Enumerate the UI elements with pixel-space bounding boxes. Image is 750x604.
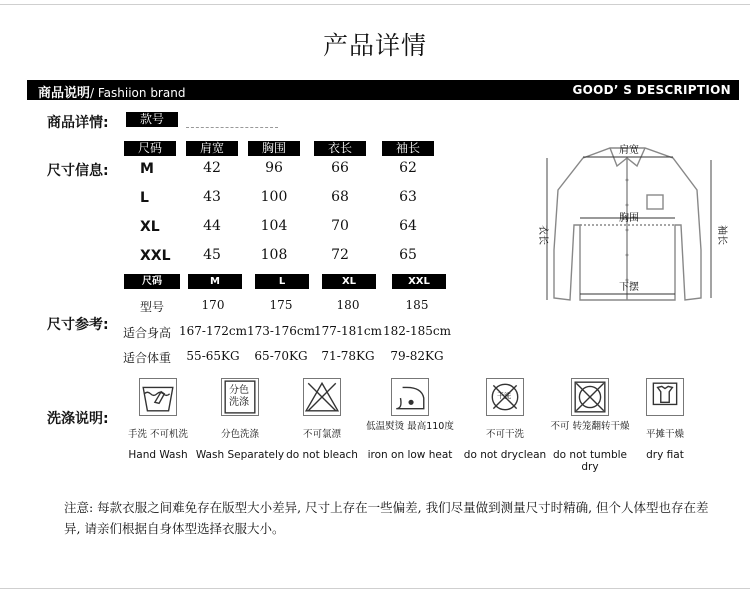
size-info-header-0: 尺码 bbox=[124, 141, 176, 156]
size-ref-label: 尺寸参考: bbox=[47, 317, 109, 333]
size-row-value: 64 bbox=[399, 218, 417, 234]
wash-cn-label: 平摊干燥 bbox=[645, 429, 684, 440]
size-ref-value: 170 bbox=[201, 298, 225, 312]
style-no-value-line bbox=[186, 127, 278, 128]
size-info-label: 尺寸信息: bbox=[47, 163, 109, 179]
banner-title-en: / Fashiion brand bbox=[90, 86, 186, 100]
wash-separately-icon bbox=[221, 378, 259, 416]
size-row-value: 108 bbox=[260, 247, 288, 263]
wash-en-label: dry fiat bbox=[646, 449, 684, 461]
size-ref-value: 55-65KG bbox=[186, 349, 240, 363]
size-row-value: 63 bbox=[399, 189, 417, 205]
diagram-length-label: 衣长 bbox=[537, 225, 548, 245]
wash-en-label: iron on low heat bbox=[367, 449, 453, 461]
size-row-value: 70 bbox=[331, 218, 349, 234]
size-ref-row-label: 型号 bbox=[140, 300, 165, 314]
size-row-value: 45 bbox=[203, 247, 221, 263]
wash-en-label: do not tumble dry bbox=[552, 449, 627, 473]
size-row-value: 62 bbox=[399, 160, 417, 176]
wash-en-label: Hand Wash bbox=[128, 449, 188, 461]
size-row-label: XXL bbox=[140, 248, 171, 264]
size-ref-value: 167-172cm bbox=[179, 324, 247, 338]
size-ref-value: 180 bbox=[336, 298, 360, 312]
size-row-label: L bbox=[140, 190, 149, 206]
size-ref-header-4: XXL bbox=[392, 274, 446, 289]
size-row-label: M bbox=[140, 161, 154, 177]
size-row-value: 104 bbox=[260, 218, 288, 234]
size-row-value: 100 bbox=[260, 189, 288, 205]
size-ref-value: 173-176cm bbox=[247, 324, 315, 338]
size-row-value: 44 bbox=[203, 218, 221, 234]
size-row-value: 43 bbox=[203, 189, 221, 205]
top-divider bbox=[0, 4, 750, 5]
size-ref-header-1: M bbox=[188, 274, 242, 289]
iron-low-heat-icon bbox=[391, 378, 429, 416]
size-ref-value: 182-185cm bbox=[383, 324, 451, 338]
size-row-value: 72 bbox=[331, 247, 349, 263]
wash-cn-label: 手洗 不可机洗 bbox=[127, 429, 189, 440]
size-row-value: 68 bbox=[331, 189, 349, 205]
wash-en-label: do not bleach bbox=[286, 449, 358, 461]
style-no-label: 款号 bbox=[126, 112, 178, 127]
size-info-header-1: 肩宽 bbox=[186, 141, 238, 156]
size-row-value: 42 bbox=[203, 160, 221, 176]
size-note: 注意: 每款衣服之间难免存在版型大小差异, 尺寸上存在一些偏差, 我们尽量做到测量尺寸时精确, 但个人体型也存在差异, 请亲们根据自身体型选择衣服大小。 bbox=[64, 500, 709, 536]
banner-description: GOOD’ S DESCRIPTION bbox=[572, 83, 731, 97]
page-title: 产品详情 bbox=[322, 31, 427, 60]
size-info-header-2: 胸围 bbox=[248, 141, 300, 156]
size-ref-value: 71-78KG bbox=[321, 349, 375, 363]
bottom-divider bbox=[0, 588, 750, 589]
no-tumble-dry-icon bbox=[571, 378, 609, 416]
size-ref-row-label: 适合体重 bbox=[123, 351, 172, 365]
wash-label: 洗涤说明: bbox=[47, 411, 109, 427]
wash-cn-label: 不可氯漂 bbox=[302, 429, 341, 440]
no-dryclean-icon bbox=[486, 378, 524, 416]
size-ref-value: 177-181cm bbox=[314, 324, 382, 338]
diagram-hem-label: 下摆 bbox=[619, 282, 639, 293]
size-ref-value: 185 bbox=[405, 298, 429, 312]
size-info-header-3: 衣长 bbox=[314, 141, 366, 156]
wash-cn-label: 分色洗涤 bbox=[220, 429, 259, 440]
size-ref-value: 65-70KG bbox=[254, 349, 308, 363]
size-ref-header-2: L bbox=[255, 274, 309, 289]
wash-icon-text: 干洗 bbox=[497, 392, 511, 400]
size-row-value: 66 bbox=[331, 160, 349, 176]
diagram-shoulder-label: 肩宽 bbox=[619, 145, 639, 156]
size-ref-header-0: 尺码 bbox=[124, 274, 180, 289]
wash-cn-label: 不可干洗 bbox=[485, 429, 524, 440]
wash-en-label: Wash Separately bbox=[195, 449, 285, 461]
size-ref-row-label: 适合身高 bbox=[123, 326, 172, 340]
size-row-label: XL bbox=[140, 219, 160, 235]
banner-title-cn: 商品说明 bbox=[38, 86, 91, 101]
size-ref-value: 175 bbox=[269, 298, 293, 312]
wash-en-label: do not dryclean bbox=[463, 449, 547, 461]
dry-flat-icon bbox=[646, 378, 684, 416]
size-ref-value: 79-82KG bbox=[390, 349, 444, 363]
wash-cn-label: 低温熨烫 最高110度 bbox=[366, 421, 454, 432]
diagram-sleeve-label: 袖长 bbox=[716, 225, 727, 245]
diagram-chest-label: 胸围 bbox=[619, 213, 639, 224]
wash-icon-text: 分色洗涤 bbox=[229, 385, 249, 408]
no-bleach-icon bbox=[303, 378, 341, 416]
wash-cn-label: 不可 转笼翻转干燥 bbox=[550, 421, 630, 432]
shirt-measure-diagram bbox=[525, 130, 730, 310]
product-detail-label: 商品详情: bbox=[47, 115, 109, 131]
size-ref-header-3: XL bbox=[322, 274, 376, 289]
section-banner bbox=[27, 80, 739, 100]
size-row-value: 96 bbox=[265, 160, 283, 176]
size-info-header-4: 袖长 bbox=[382, 141, 434, 156]
hand-wash-icon bbox=[139, 378, 177, 416]
size-row-value: 65 bbox=[399, 247, 417, 263]
